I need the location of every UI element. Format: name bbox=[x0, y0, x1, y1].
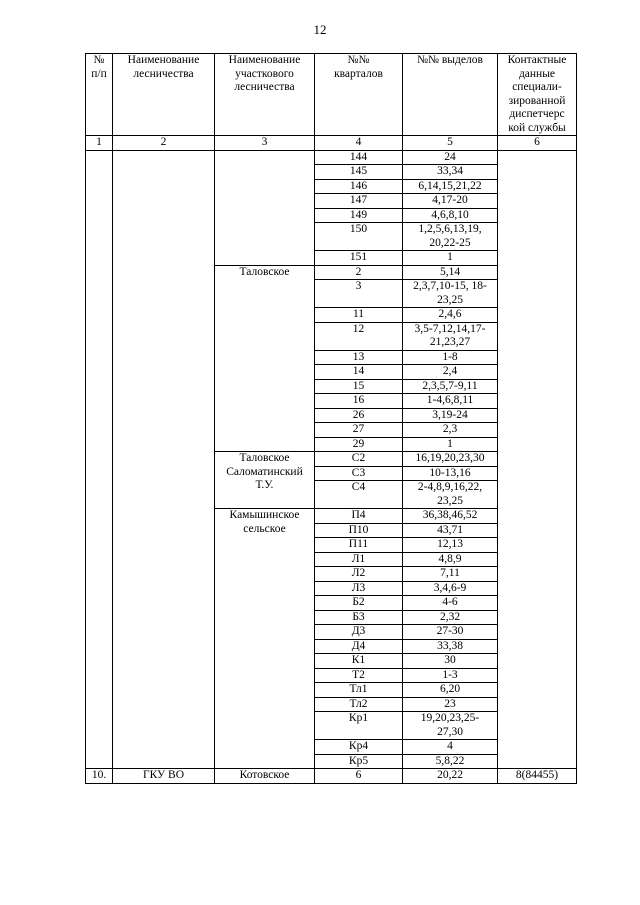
vydel-cell: 4-6 bbox=[403, 596, 498, 611]
column-number-row bbox=[86, 136, 577, 151]
vydel-cell: 1 bbox=[403, 251, 498, 266]
kvartal-cell: П4 bbox=[315, 509, 403, 524]
kvartal-cell: 12 bbox=[315, 322, 403, 350]
kvartal-cell: 27 bbox=[315, 423, 403, 438]
kvartal-cell: 146 bbox=[315, 179, 403, 194]
kvartal-cell: Кр5 bbox=[315, 754, 403, 769]
kvartal-cell: Л3 bbox=[315, 581, 403, 596]
table-row bbox=[86, 150, 577, 165]
uchastkovoe-cell: Камышинское сельское bbox=[215, 509, 315, 769]
vydel-cell: 2,3 bbox=[403, 423, 498, 438]
vydel-cell: 23 bbox=[403, 697, 498, 712]
last-row-contact: 8(84455) bbox=[498, 769, 577, 784]
column-number: 5 bbox=[403, 136, 498, 151]
kvartal-cell: 13 bbox=[315, 350, 403, 365]
last-row bbox=[86, 769, 577, 784]
column-number: 1 bbox=[86, 136, 113, 151]
header-uchastkovoe: Наименование участкового лесничества bbox=[215, 54, 315, 136]
vydel-cell: 4,8,9 bbox=[403, 552, 498, 567]
kvartal-cell: Л1 bbox=[315, 552, 403, 567]
last-row-vyd: 20,22 bbox=[403, 769, 498, 784]
kvartal-cell: Б3 bbox=[315, 610, 403, 625]
kvartal-cell: К1 bbox=[315, 654, 403, 669]
vydel-cell: 7,11 bbox=[403, 567, 498, 582]
vydel-cell: 3,19-24 bbox=[403, 408, 498, 423]
kvartal-cell: 26 bbox=[315, 408, 403, 423]
header-lesnichestvo: Наименование лесничества bbox=[113, 54, 215, 136]
vydel-cell: 30 bbox=[403, 654, 498, 669]
header-contacts: Контактные данные специали- зированной диспетчерс кой службы bbox=[498, 54, 577, 136]
vydel-cell: 1-4,6,8,11 bbox=[403, 394, 498, 409]
vydel-cell: 6,14,15,21,22 bbox=[403, 179, 498, 194]
uchastkovoe-cell bbox=[215, 150, 315, 265]
uchastkovoe-cell: Таловское Саломатинский Т.У. bbox=[215, 452, 315, 509]
kvartal-cell: 29 bbox=[315, 437, 403, 452]
kvartal-cell: Кр4 bbox=[315, 740, 403, 755]
vydel-cell: 3,5-7,12,14,17- 21,23,27 bbox=[403, 322, 498, 350]
kvartal-cell: 144 bbox=[315, 150, 403, 165]
kvartal-cell: 15 bbox=[315, 379, 403, 394]
vydel-cell: 12,13 bbox=[403, 538, 498, 553]
kvartal-cell: 2 bbox=[315, 265, 403, 280]
kvartal-cell: 16 bbox=[315, 394, 403, 409]
kvartal-cell: П11 bbox=[315, 538, 403, 553]
vydel-cell: 16,19,20,23,30 bbox=[403, 452, 498, 467]
vydel-cell: 2,3,7,10-15, 18- 23,25 bbox=[403, 280, 498, 308]
last-row-uch: Котовское bbox=[215, 769, 315, 784]
kvartal-cell: 150 bbox=[315, 223, 403, 251]
vydel-cell: 27-30 bbox=[403, 625, 498, 640]
column-number: 4 bbox=[315, 136, 403, 151]
vydel-cell: 43,71 bbox=[403, 523, 498, 538]
kvartal-cell: С2 bbox=[315, 452, 403, 467]
header-kvartaly: №№ кварталов bbox=[315, 54, 403, 136]
kvartal-cell: 3 bbox=[315, 280, 403, 308]
vydel-cell: 2,4 bbox=[403, 365, 498, 380]
vydel-cell: 33,34 bbox=[403, 165, 498, 180]
vydel-cell: 24 bbox=[403, 150, 498, 165]
kvartal-cell: Тл1 bbox=[315, 683, 403, 698]
vydel-cell: 4,6,8,10 bbox=[403, 208, 498, 223]
vydel-cell: 5,14 bbox=[403, 265, 498, 280]
vydel-cell: 36,38,46,52 bbox=[403, 509, 498, 524]
kvartal-cell: 147 bbox=[315, 194, 403, 209]
vydel-cell: 2,3,5,7-9,11 bbox=[403, 379, 498, 394]
lesnichestvo-cell bbox=[113, 150, 215, 769]
vydel-cell: 4 bbox=[403, 740, 498, 755]
forestry-table bbox=[85, 53, 577, 784]
vydel-cell: 19,20,23,25- 27,30 bbox=[403, 712, 498, 740]
kvartal-cell: Л2 bbox=[315, 567, 403, 582]
vydel-cell: 2,4,6 bbox=[403, 308, 498, 323]
last-row-les: ГКУ ВО bbox=[113, 769, 215, 784]
column-number: 3 bbox=[215, 136, 315, 151]
kvartal-cell: Д3 bbox=[315, 625, 403, 640]
kvartal-cell: Д4 bbox=[315, 639, 403, 654]
column-number: 6 bbox=[498, 136, 577, 151]
header-vydely: №№ выделов bbox=[403, 54, 498, 136]
kvartal-cell: Б2 bbox=[315, 596, 403, 611]
vydel-cell: 6,20 bbox=[403, 683, 498, 698]
contact-cell bbox=[498, 150, 577, 769]
kvartal-cell: Кр1 bbox=[315, 712, 403, 740]
column-number: 2 bbox=[113, 136, 215, 151]
kvartal-cell: 149 bbox=[315, 208, 403, 223]
num-cell bbox=[86, 150, 113, 769]
vydel-cell: 1,2,5,6,13,19, 20,22-25 bbox=[403, 223, 498, 251]
vydel-cell: 10-13,16 bbox=[403, 466, 498, 481]
vydel-cell: 3,4,6-9 bbox=[403, 581, 498, 596]
page-number: 12 bbox=[313, 22, 327, 37]
vydel-cell: 1-8 bbox=[403, 350, 498, 365]
uchastkovoe-cell: Таловское bbox=[215, 265, 315, 452]
last-row-num: 10. bbox=[86, 769, 113, 784]
vydel-cell: 33,38 bbox=[403, 639, 498, 654]
kvartal-cell: С4 bbox=[315, 481, 403, 509]
kvartal-cell: 145 bbox=[315, 165, 403, 180]
vydel-cell: 5,8,22 bbox=[403, 754, 498, 769]
vydel-cell: 4,17-20 bbox=[403, 194, 498, 209]
header-num: № п/п bbox=[86, 54, 113, 136]
vydel-cell: 2,32 bbox=[403, 610, 498, 625]
kvartal-cell: 14 bbox=[315, 365, 403, 380]
header-row bbox=[86, 54, 577, 136]
kvartal-cell: 11 bbox=[315, 308, 403, 323]
vydel-cell: 2-4,8,9,16,22, 23,25 bbox=[403, 481, 498, 509]
kvartal-cell: П10 bbox=[315, 523, 403, 538]
kvartal-cell: 151 bbox=[315, 251, 403, 266]
vydel-cell: 1 bbox=[403, 437, 498, 452]
kvartal-cell: Тл2 bbox=[315, 697, 403, 712]
last-row-kv: 6 bbox=[315, 769, 403, 784]
vydel-cell: 1-3 bbox=[403, 668, 498, 683]
kvartal-cell: С3 bbox=[315, 466, 403, 481]
kvartal-cell: Т2 bbox=[315, 668, 403, 683]
